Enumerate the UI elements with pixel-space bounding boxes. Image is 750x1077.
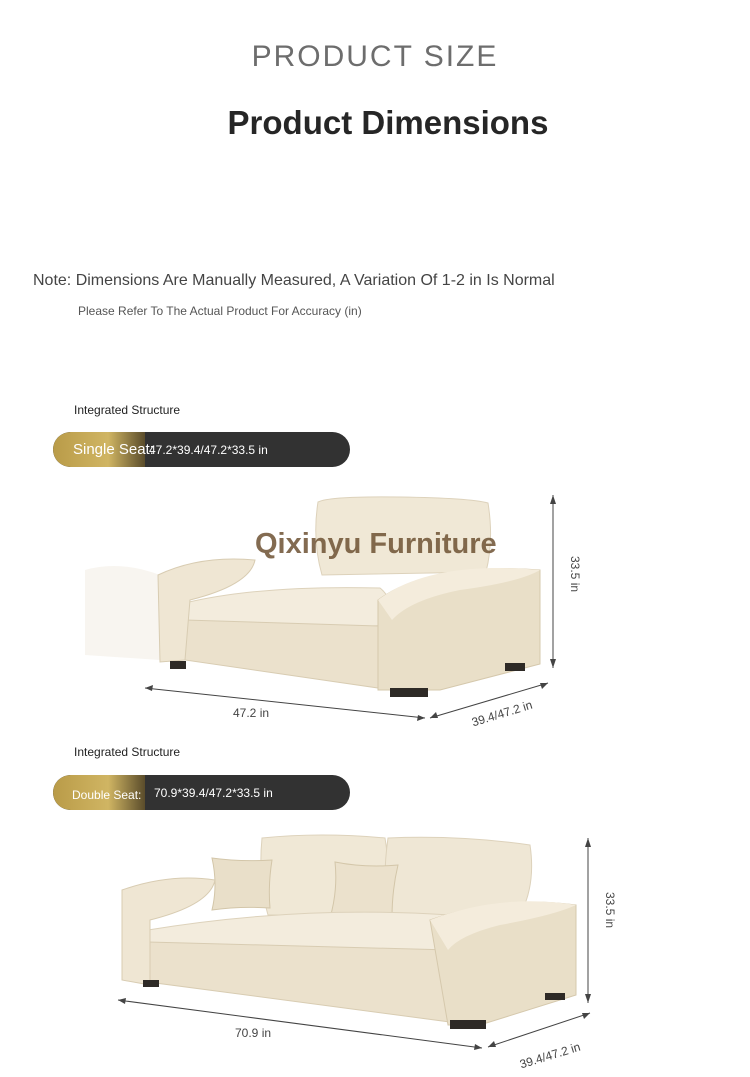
structure-label-double: Integrated Structure <box>74 745 181 759</box>
double-seat-size-pill <box>53 775 350 810</box>
double-height-label: 33.5 in <box>603 892 617 929</box>
accuracy-note: Please Refer To The Actual Product For Accuracy (in) <box>78 304 362 318</box>
structure-label-single: Integrated Structure <box>74 403 181 417</box>
double-depth-label: 39.4/47.2 in <box>518 1039 583 1072</box>
double-sofa-image <box>118 835 591 1050</box>
double-seat-size: 70.9*39.4/47.2*33.5 in <box>154 786 273 800</box>
brand-watermark: Qixinyu Furniture <box>255 528 497 560</box>
single-height-label: 33.5 in <box>568 556 582 593</box>
section-kicker: PRODUCT SIZE <box>251 40 499 73</box>
page-title: Product Dimensions <box>227 104 549 141</box>
double-width-label: 70.9 in <box>235 1026 272 1040</box>
single-depth-label: 39.4/47.2 in <box>470 697 535 730</box>
single-width-label: 47.2 in <box>233 706 270 720</box>
double-seat-label: Double Seat: <box>72 788 142 802</box>
single-seat-size: 47.2*39.4/47.2*33.5 in <box>149 443 268 457</box>
single-seat-label: Single Seat: <box>73 441 154 458</box>
measurement-note: Note: Dimensions Are Manually Measured, A Variation Of 1-2 in Is Normal <box>33 272 555 289</box>
